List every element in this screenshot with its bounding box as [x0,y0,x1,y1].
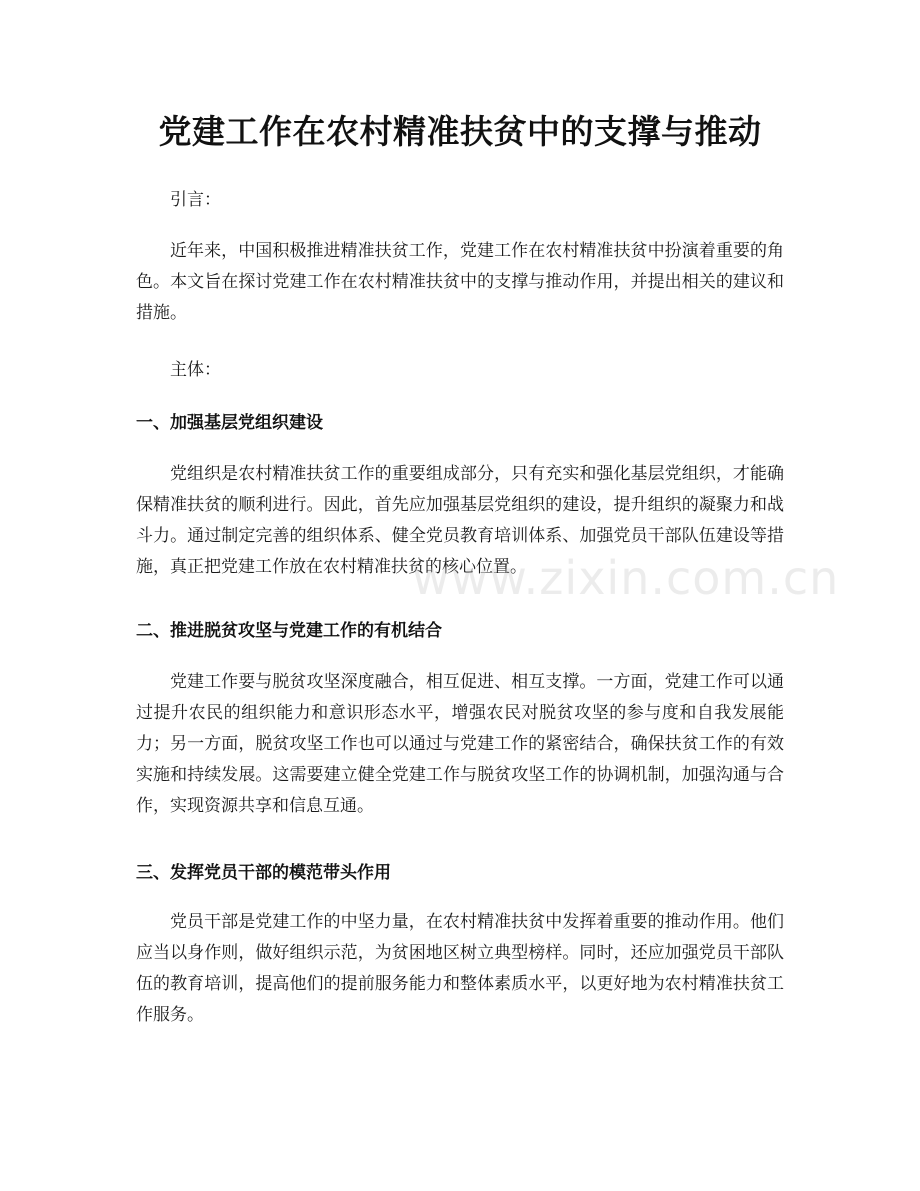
section-1-heading: 一、加强基层党组织建设 [136,413,323,433]
watermark: www.zixin.com.cn [412,551,840,605]
section-2-heading: 二、推进脱贫攻坚与党建工作的有机结合 [136,621,442,641]
intro-paragraph: 近年来，中国积极推进精准扶贫工作，党建工作在农村精准扶贫中扮演着重要的角色。本文旨在探讨党建工作在农村精准扶贫中的支撑与推动作用，并提出相关的建议和措施。 [136,241,784,323]
page-title: 党建工作在农村精准扶贫中的支撑与推动 [158,112,762,151]
section-1-paragraph: 党组织是农村精准扶贫工作的重要组成部分，只有充实和强化基层党组织，才能确保精准扶贫的顺利进行。因此，首先应加强基层党组织的建设，提升组织的凝聚力和战斗力。通过制定完善的组织体系、健全党员教育培训体系、加强党员干部队伍建设等措施，真正把党建工作放在农村精准扶贫的核心位置。 [136,464,784,577]
body-label: 主体： [170,360,221,380]
intro-label: 引言： [170,190,221,210]
section-3-heading: 三、发挥党员干部的模范带头作用 [136,863,391,883]
section-3-paragraph: 党员干部是党建工作的中坚力量，在农村精准扶贫中发挥着重要的推动作用。他们应当以身作则，做好组织示范，为贫困地区树立典型榜样。同时，还应加强党员干部队伍的教育培训，提高他们的提前服务能力和整体素质水平，以更好地为农村精准扶贫工作服务。 [136,912,784,1025]
section-2-paragraph: 党建工作要与脱贫攻坚深度融合，相互促进、相互支撑。一方面，党建工作可以通过提升农民的组织能力和意识形态水平，增强农民对脱贫攻坚的参与度和自我发展能力；另一方面，脱贫攻坚工作也可以通过与党建工作的紧密结合，确保扶贫工作的有效实施和持续发展。这需要建立健全党建工作与脱贫攻坚工作的协调机制，加强沟通与合作，实现资源共享和信息互通。 [136,672,784,816]
